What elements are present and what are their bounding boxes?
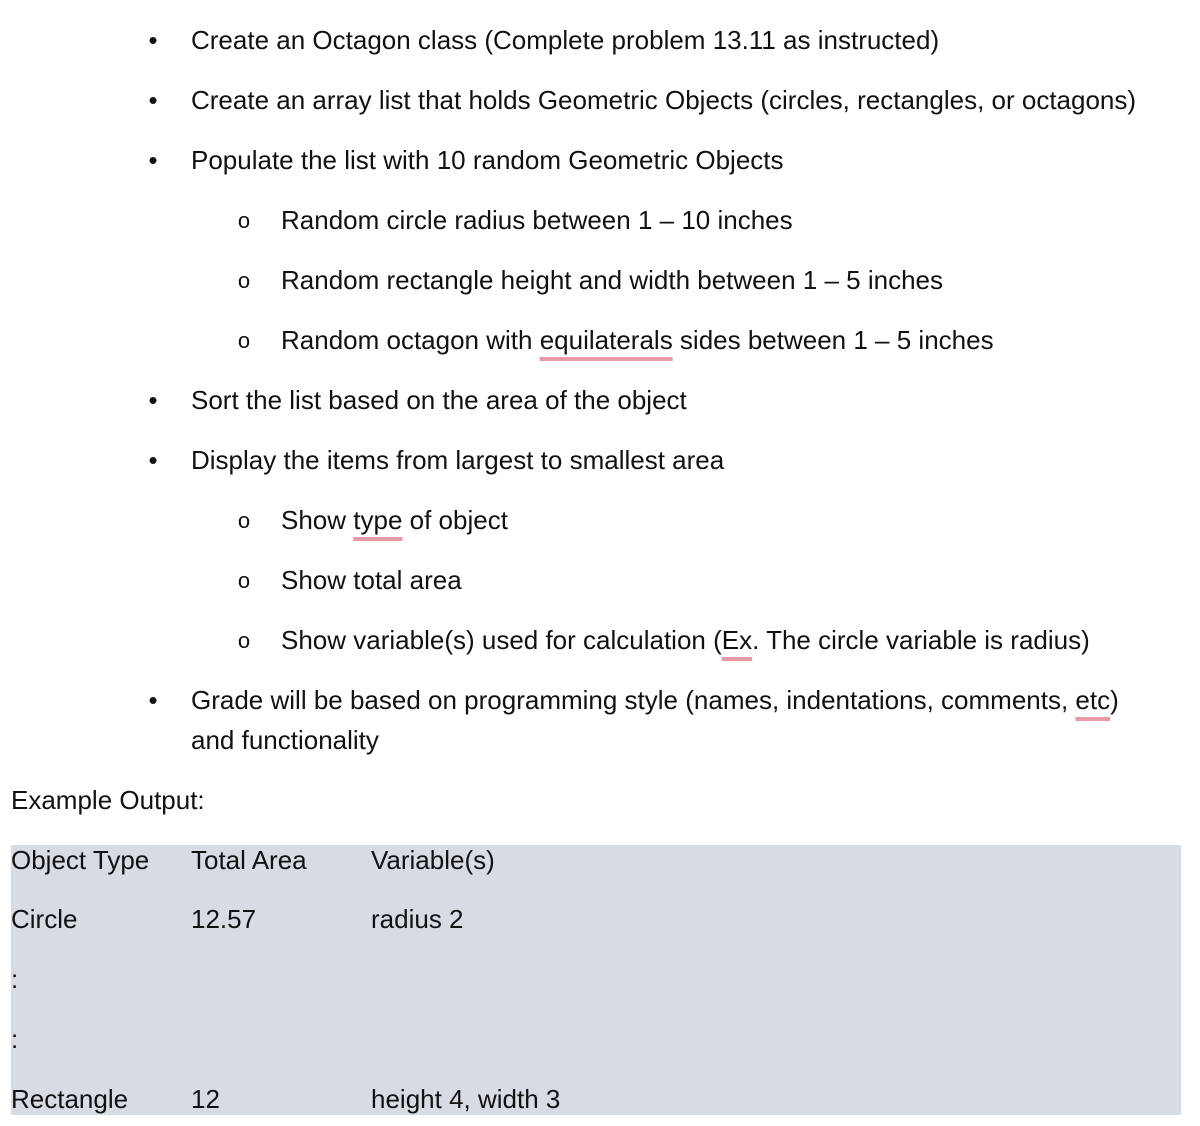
sub-item-show-type <box>281 500 508 540</box>
spellcheck-flagged-word[interactable]: Ex <box>721 625 753 655</box>
text-segment: of object <box>402 505 508 535</box>
sub-item-show-variables <box>281 620 1090 660</box>
object-type-cell: : <box>11 964 19 994</box>
sub-item-octagon-sides <box>281 320 994 360</box>
sub-item-show-total-area: Show total area <box>281 565 462 595</box>
hollow-bullet-icon: o <box>237 568 251 593</box>
spellcheck-flagged-word[interactable]: etc <box>1075 685 1111 715</box>
hollow-bullet-icon: o <box>237 508 251 533</box>
sub-item-circle-radius: Random circle radius between 1 – 10 inches <box>281 205 793 235</box>
object-type-cell: Rectangle <box>11 1084 129 1114</box>
text-segment: . The circle variable is radius) <box>752 625 1090 655</box>
example-output-block <box>11 845 1181 1115</box>
bullet-icon: • <box>148 145 158 175</box>
text-segment: Show <box>281 505 354 535</box>
instruction-item-octagon-class: Create an Octagon class (Complete problem 13.11 as instructed) <box>191 25 940 55</box>
text-segment: Show variable(s) used for calculation ( <box>281 625 722 655</box>
instruction-item-sort-list: Sort the list based on the area of the object <box>191 385 687 415</box>
object-type-cell: Circle <box>11 904 78 934</box>
column-header-total-area: Total Area <box>191 845 307 875</box>
total-area-cell: 12 <box>191 1084 220 1114</box>
output-row <box>11 1079 1181 1119</box>
total-area-cell: 12.57 <box>191 904 257 934</box>
output-header-row <box>11 840 1181 880</box>
bullet-icon: • <box>148 25 158 55</box>
output-row <box>11 1019 1181 1059</box>
output-row <box>11 959 1181 999</box>
variables-cell: height 4, width 3 <box>371 1084 561 1114</box>
example-output-heading: Example Output: <box>11 785 205 815</box>
instruction-item-array-list: Create an array list that holds Geometric Objects (circles, rectangles, or octagons) <box>191 85 1137 115</box>
bullet-icon: • <box>148 685 158 715</box>
spellcheck-flagged-word[interactable]: equilaterals <box>539 325 673 355</box>
output-row <box>11 899 1181 939</box>
hollow-bullet-icon: o <box>237 208 251 233</box>
hollow-bullet-icon: o <box>237 328 251 353</box>
bullet-icon: • <box>148 385 158 415</box>
hollow-bullet-icon: o <box>237 268 251 293</box>
instruction-item-populate-list: Populate the list with 10 random Geometric Objects <box>191 145 784 175</box>
text-segment: ) <box>1110 685 1119 715</box>
instruction-item-grading-continued: and functionality <box>191 725 379 755</box>
text-segment: Grade will be based on programming style (names, indentations, comments, <box>191 685 1076 715</box>
spellcheck-flagged-word[interactable]: type <box>353 505 403 535</box>
column-header-object-type: Object Type <box>11 845 150 875</box>
instruction-item-grading <box>191 680 1119 720</box>
hollow-bullet-icon: o <box>237 628 251 653</box>
text-segment: sides between 1 – 5 inches <box>672 325 994 355</box>
sub-item-rectangle-size: Random rectangle height and width between 1 – 5 inches <box>281 265 943 295</box>
variables-cell: radius 2 <box>371 904 464 934</box>
instruction-item-display-items: Display the items from largest to smallest area <box>191 445 725 475</box>
object-type-cell: : <box>11 1024 19 1054</box>
bullet-icon: • <box>148 85 158 115</box>
text-segment: Random octagon with <box>281 325 540 355</box>
column-header-variables: Variable(s) <box>371 845 495 875</box>
bullet-icon: • <box>148 445 158 475</box>
